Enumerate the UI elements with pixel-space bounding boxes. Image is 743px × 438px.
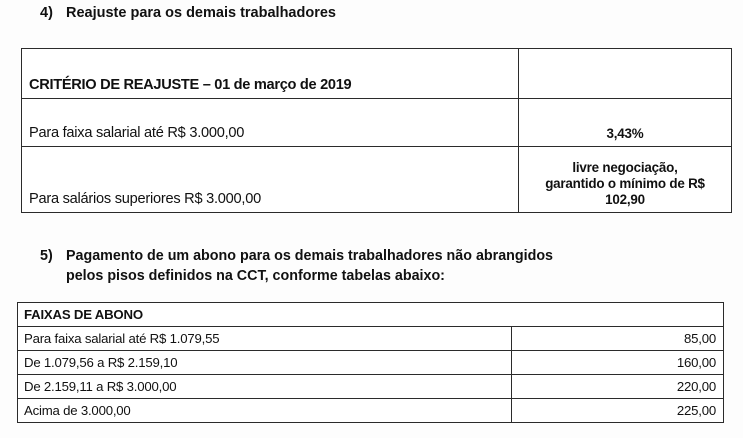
reajuste-row1-value — [519, 147, 732, 213]
reajuste-row1-value-line1: livre negociação, — [572, 160, 678, 175]
clause-5-line-1: Pagamento de um abono para os demais trabalhadores não abrangidos — [66, 248, 554, 264]
table-row — [18, 327, 724, 351]
abono-row1-amount: 160,00 — [512, 351, 724, 375]
clause-5-line-2: pelos pisos definidos na CCT, conforme tabelas abaixo: — [66, 268, 445, 284]
table-row — [18, 303, 724, 327]
clause-4-marker: 4) — [40, 5, 53, 21]
table-criterio-de-reajuste — [21, 48, 732, 213]
table-row — [18, 375, 724, 399]
reajuste-header-value — [519, 49, 732, 99]
table-row — [18, 351, 724, 375]
abono-row3-label: Acima de 3.000,00 — [18, 399, 512, 423]
abono-row3-amount: 225,00 — [512, 399, 724, 423]
clause-5-text — [66, 246, 716, 286]
clause-4-heading — [40, 4, 640, 23]
abono-row0-label: Para faixa salarial até R$ 1.079,55 — [18, 327, 512, 351]
reajuste-header-label: CRITÉRIO DE REAJUSTE – 01 de março de 2019 — [22, 49, 519, 99]
abono-row2-amount: 220,00 — [512, 375, 724, 399]
reajuste-row1-value-line3: 102,90 — [605, 192, 645, 207]
reajuste-row1-value-line2: garantido o mínimo de R$ — [545, 176, 705, 191]
abono-row0-amount: 85,00 — [512, 327, 724, 351]
abono-header-label: FAIXAS DE ABONO — [18, 303, 724, 327]
table-row — [22, 99, 732, 147]
reajuste-row0-label: Para faixa salarial até R$ 3.000,00 — [22, 99, 519, 147]
clause-5-heading — [40, 246, 716, 286]
table-row — [18, 399, 724, 423]
abono-row1-label: De 1.079,56 a R$ 2.159,10 — [18, 351, 512, 375]
reajuste-row0-value: 3,43% — [519, 99, 732, 147]
clause-4-text: Reajuste para os demais trabalhadores — [66, 5, 336, 21]
abono-row2-label: De 2.159,11 a R$ 3.000,00 — [18, 375, 512, 399]
clause-5-marker: 5) — [40, 248, 53, 264]
table-faixas-de-abono — [17, 302, 724, 423]
reajuste-row1-label: Para salários superiores R$ 3.000,00 — [22, 147, 519, 213]
table-row — [22, 147, 732, 213]
table-row — [22, 49, 732, 99]
